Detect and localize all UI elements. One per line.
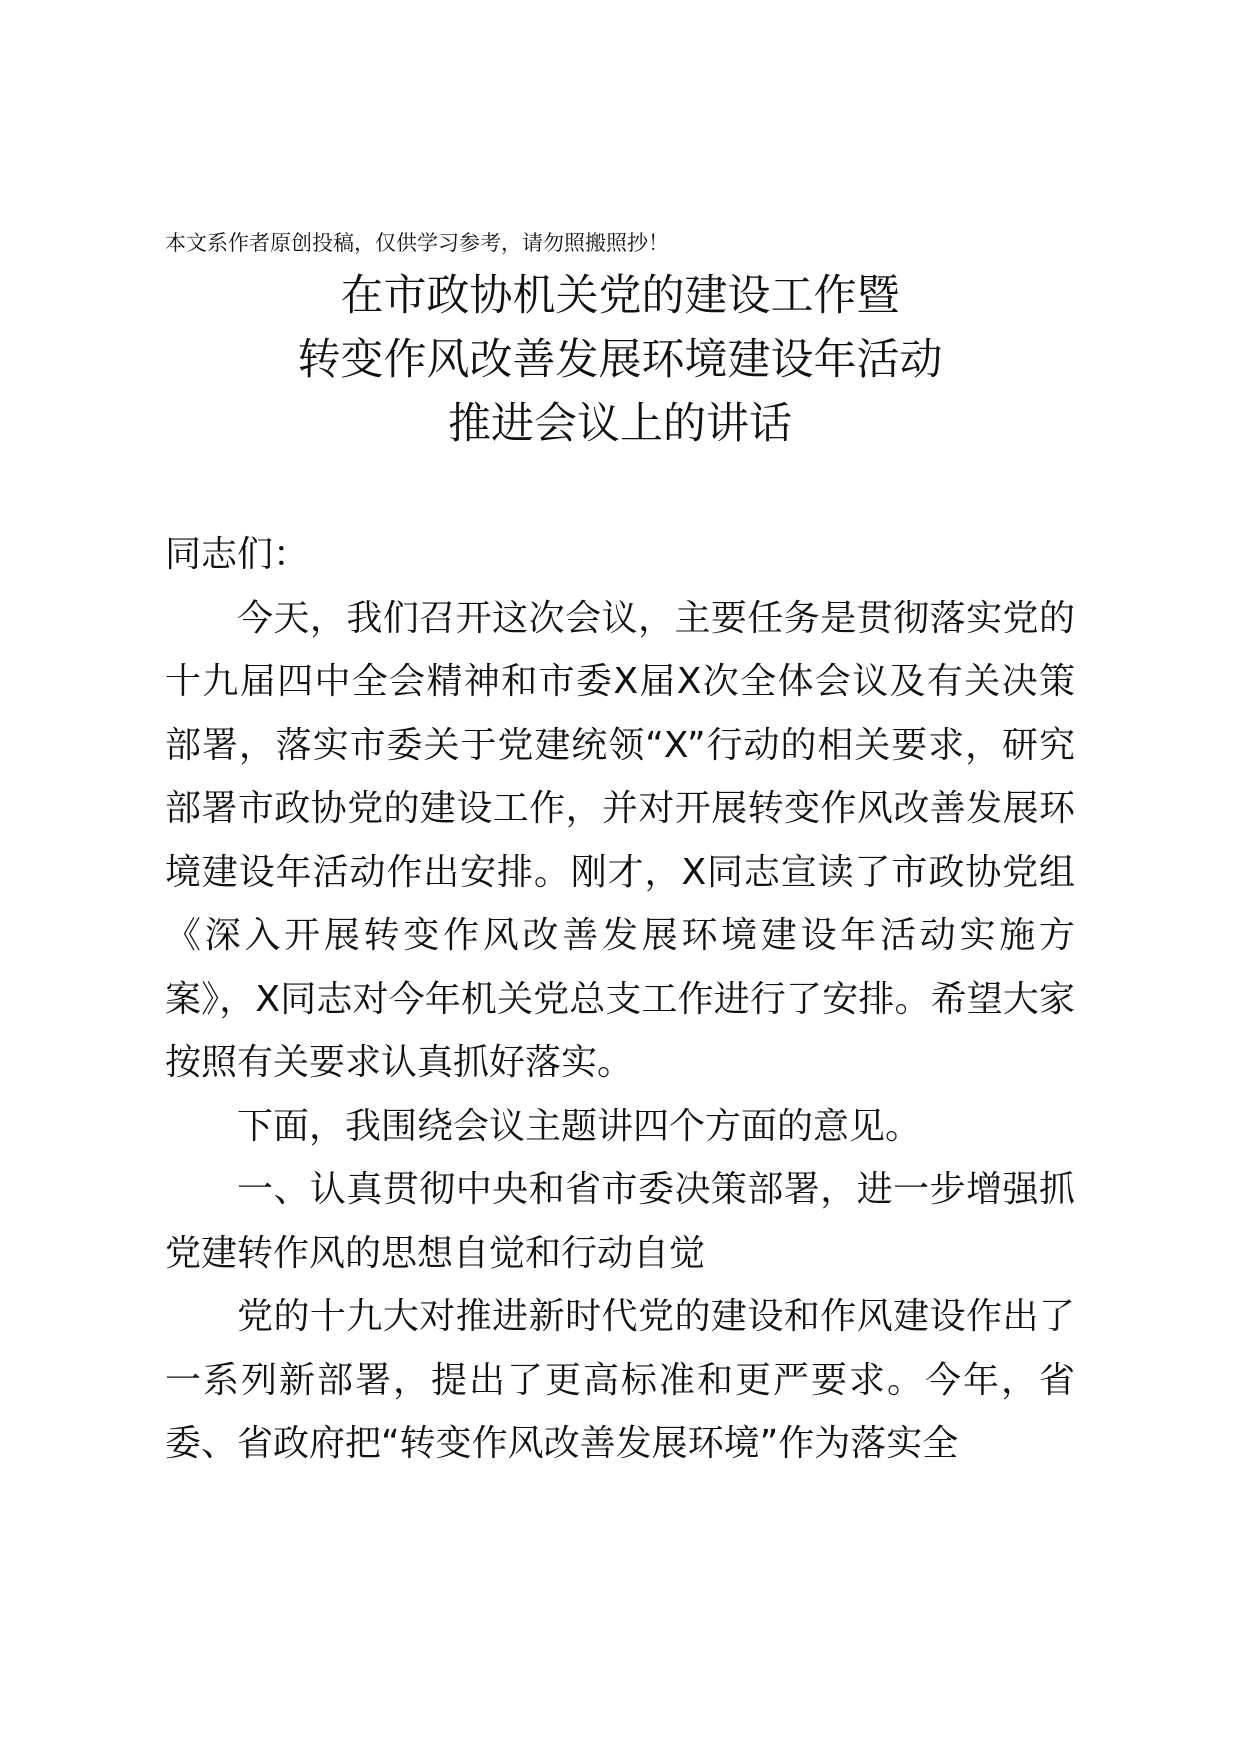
- section-heading-1: 一、认真贯彻中央和省市委决策部署，进一步增强抓党建转作风的思想自觉和行动自觉: [165, 1169, 1075, 1274]
- title-line-1: 在市政协机关党的建设工作暨: [340, 271, 900, 321]
- speech-body: [165, 523, 1075, 1476]
- title-line-3: 推进会议上的讲话: [448, 399, 792, 449]
- title-line-2: 转变作风改善发展环境建设年活动: [297, 335, 943, 385]
- salutation: 同志们：: [165, 534, 310, 575]
- paragraph-outline: 下面，我围绕会议主题讲四个方面的意见。: [237, 1105, 922, 1147]
- paragraph-section-1: 党的十九大对推进新时代党的建设和作风建设作出了一系列新部署，提出了更高标准和更严要求。今年，省委、省政府把“转变作风改善发展环境”作为落实全: [165, 1296, 1075, 1464]
- copyright-notice: 本文系作者原创投稿，仅供学习参考，请勿照搬照抄！: [165, 231, 669, 255]
- paragraph-intro: 今天，我们召开这次会议，主要任务是贯彻落实党的十九届四中全会精神和市委X届X次全体会议及有关决策部署，落实市委关于党建统领“X”行动的相关要求，研究部署市政协党的建设工作，并对开展转变作风改善发展环境建设年活动作出安排。刚才，X同志宣读了市政协党组《深入开展转变作风改善发展环境建设年活动实施方案》，X同志对今年机关党总支工作进行了安排。希望大家按照有关要求认真抓好落实。: [165, 597, 1075, 1083]
